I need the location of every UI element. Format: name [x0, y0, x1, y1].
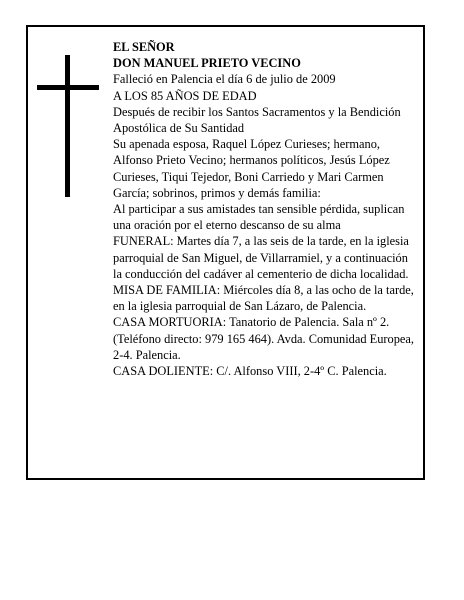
- latin-cross-icon: [37, 55, 99, 197]
- deceased-name: DON MANUEL PRIETO VECINO: [113, 56, 301, 71]
- cross-horizontal-bar: [37, 85, 99, 90]
- obituary-text: [113, 39, 419, 379]
- prayer-request: Al participar a sus amistades tan sensible pérdida, suplican una oración por el eterno descanso de su alma: [113, 202, 405, 233]
- mortuary-info: CASA MORTUORIA: Tanatorio de Palencia. Sala nº 2. (Teléfono directo: 979 165 464). Avda. Comunidad Europea, 2-4. Palencia.: [113, 315, 415, 362]
- age-statement: A LOS 85 AÑOS DE EDAD: [113, 88, 257, 103]
- sacraments-statement: Después de recibir los Santos Sacramentos y la Bendición Apostólica de Su Santidad: [113, 104, 401, 136]
- mourning-home-info: CASA DOLIENTE: C/. Alfonso VIII, 2-4º C. Palencia.: [113, 364, 387, 379]
- funeral-info: FUNERAL: Martes día 7, a las seis de la tarde, en la iglesia parroquial de San Miguel, de Villarramiel, y a continuación la conducción del cadáver al cementerio de dicha localidad.: [113, 234, 409, 281]
- family-mass-info: MISA DE FAMILIA: Miércoles día 8, a las ocho de la tarde, en la iglesia parroquial de San Lázaro, de Palencia.: [113, 283, 414, 314]
- death-statement: Falleció en Palencia el día 6 de julio de 2009: [113, 72, 336, 87]
- heading: EL SEÑOR: [113, 40, 175, 54]
- cross-vertical-bar: [65, 55, 70, 197]
- family-statement: Su apenada esposa, Raquel López Curieses; hermano, Alfonso Prieto Vecino; hermanos políticos, Jesús López Curieses, Tiqui Tejedor, Boni Carriedo y Mari Carmen García; sobrinos, primos y demás familia:: [113, 137, 390, 200]
